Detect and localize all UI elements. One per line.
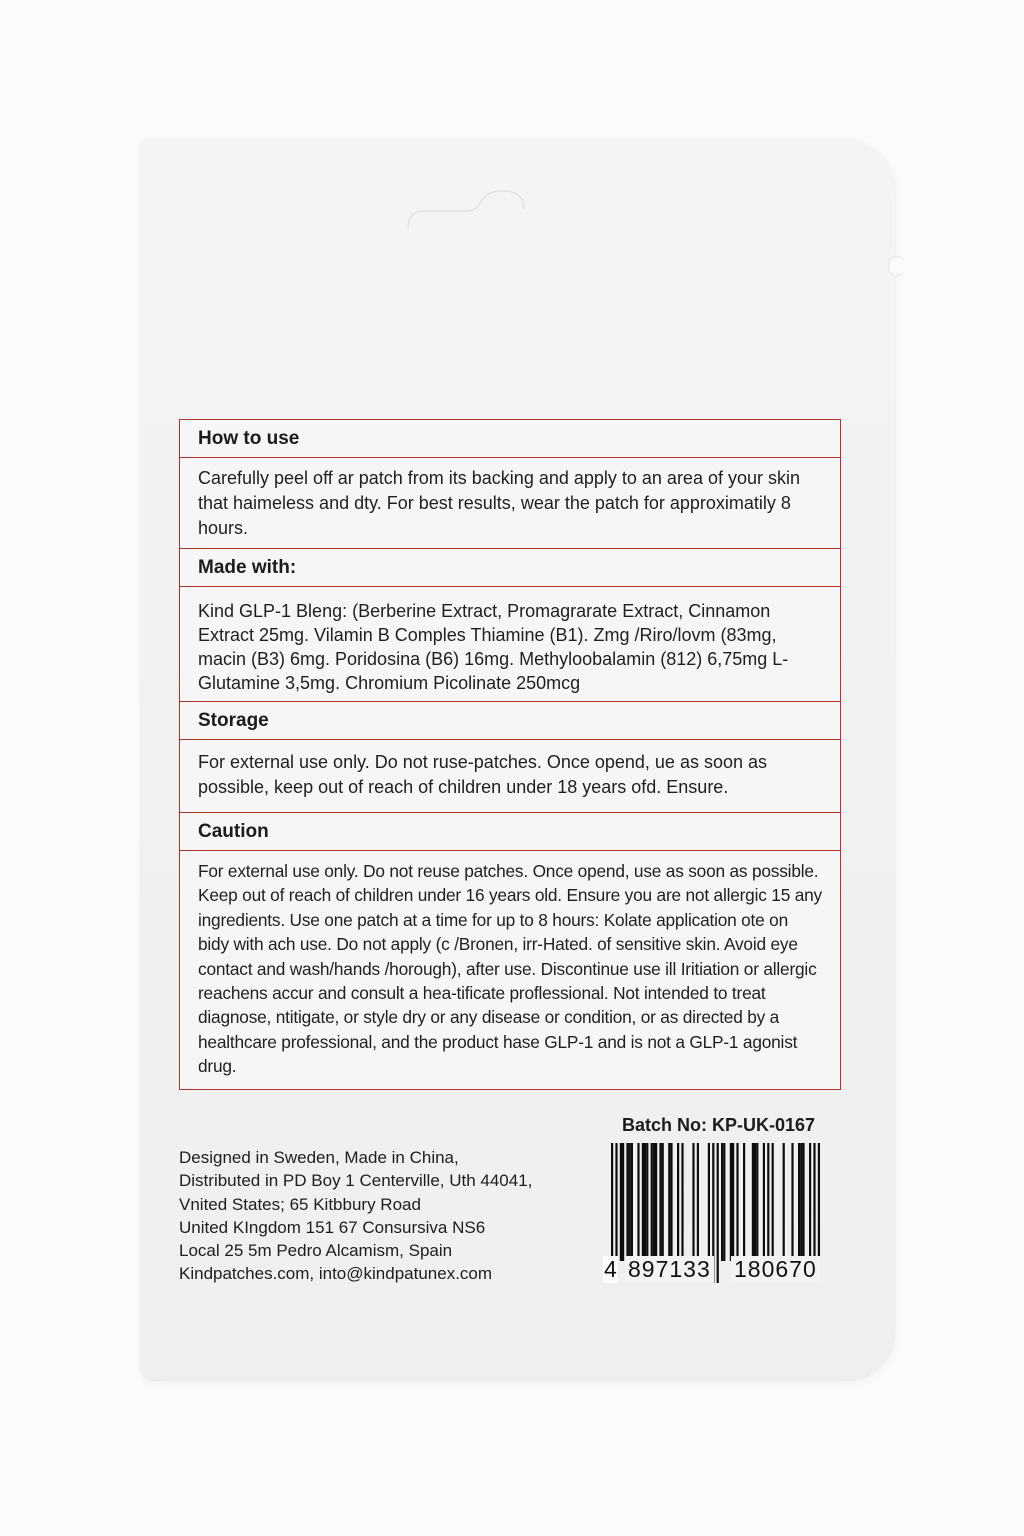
section-storage <box>180 702 840 813</box>
section-heading: How to use <box>180 420 840 458</box>
address-line: Vnited States; 65 Kitbbury Road <box>179 1194 421 1214</box>
barcode-bar <box>767 1143 769 1261</box>
address-line: Designed in Sweden, Made in China, <box>179 1148 459 1167</box>
barcode-bar <box>800 1143 802 1261</box>
barcode-bar <box>651 1143 653 1261</box>
address-line: United KIngdom 151 67 Consursiva NS6 <box>179 1217 486 1237</box>
barcode-bar <box>732 1143 734 1261</box>
barcode-bar <box>743 1143 745 1261</box>
barcode-bar <box>681 1143 683 1261</box>
barcode-bar <box>809 1143 811 1261</box>
barcode-bar <box>644 1143 646 1261</box>
barcode-bar <box>646 1143 648 1261</box>
barcode-bar <box>659 1143 661 1261</box>
address-line: Distributed in PD Boy 1 Centerville, Uth 44041, <box>179 1171 533 1191</box>
section-text: For external use only. Do not ruse-patches. Once opend, ue as soon as possible, keep out of reach of children under 18 years ofd. Ensure. <box>180 740 840 813</box>
barcode-bar <box>736 1143 738 1261</box>
barcode-bar <box>791 1143 793 1261</box>
barcode-bar <box>721 1143 723 1261</box>
barcode-bar <box>772 1143 774 1261</box>
address-line: Kindpatches.com, into@kindpatunex.com <box>179 1264 493 1284</box>
section-text: For external use only. Do not reuse patches. Once opend, use as soon as possible. Keep out of reach of children under 16 years old. Ensure you are not allergic 15 any ingredients. Use one patch at a time for up to 8 hours: Kolate application ote on bidy with ach use. Do not apply (c /Bronen, irr-Hated. of sensitive skin. Avoid eye contact and wash/hands /horough), after use. Discontinue use ill Iritiation or allergic reachens accur and consult a hea-tificate proflessional. Not intended to treat diagnose, ntitigate, or style dry or any disease or condition, or as directed by a healthcare professional, and the product hase GLP-1 and is not a GLP-1 agonist drug. <box>198 861 822 1077</box>
barcode-bar <box>756 1143 758 1261</box>
hang-hole-icon <box>406 189 526 231</box>
info-panel <box>179 419 841 1090</box>
barcode-bar <box>798 1143 800 1261</box>
barcode-left-group: 897133 <box>625 1256 714 1283</box>
barcode-first-digit: 4 <box>604 1256 617 1282</box>
section-text: Carefully peel off ar patch from its backing and apply to an area of your skin that haimeless and dty. For best results, wear the patch for approximatily 8 hours. <box>180 458 840 549</box>
barcode-bar <box>677 1143 679 1261</box>
barcode-bar <box>752 1143 754 1261</box>
barcode-bar <box>642 1143 644 1261</box>
barcode-bar <box>626 1143 628 1261</box>
section-caution <box>180 813 840 1089</box>
barcode-right-group: 180670 <box>731 1256 820 1283</box>
barcode-bar <box>620 1143 622 1261</box>
section-text: Kind GLP-1 Bleng: (Berberine Extract, Promagrarate Extract, Cinnamon Extract 25mg. Vilamin B Comples Thiamine (B1). Zmg /Riro/lovm (83mg, macin (B3) 6mg. Poridosina (B6) 16mg. Methyloobalamin (812) 6,75mg L-Glutamine 3,5mg. Chromium Picolinate 250mcg <box>180 587 840 702</box>
barcode-bar <box>802 1143 804 1261</box>
barcode-bar <box>622 1143 624 1261</box>
barcode-bar <box>763 1143 765 1261</box>
barcode-bar <box>697 1143 699 1261</box>
barcode-bar <box>708 1143 710 1261</box>
section-made-with <box>180 549 840 702</box>
barcode-bar <box>723 1143 725 1261</box>
barcode-bar <box>670 1143 672 1261</box>
barcode-bar <box>730 1143 732 1261</box>
batch-number: Batch No: KP-UK-0167 <box>622 1115 816 1135</box>
manufacturer-address <box>179 1146 532 1286</box>
barcode-bar <box>655 1143 657 1261</box>
address-line: Local 25 5m Pedro Alcamism, Spain <box>179 1241 453 1261</box>
barcode-bar <box>668 1143 670 1261</box>
section-heading: Caution <box>180 813 840 851</box>
barcode-bar <box>637 1143 639 1261</box>
barcode-bar <box>662 1143 664 1261</box>
barcode-bar <box>631 1143 633 1261</box>
tear-notch <box>888 256 905 276</box>
section-heading: Made with: <box>180 549 840 587</box>
section-how-to-use <box>180 420 840 549</box>
section-heading: Storage <box>180 702 840 740</box>
barcode-bar <box>783 1143 785 1261</box>
barcode-digits <box>603 1256 823 1364</box>
barcode-bar <box>692 1143 694 1261</box>
barcode-bar <box>754 1143 756 1261</box>
barcode-bar <box>629 1143 631 1261</box>
barcode-bar <box>653 1143 655 1261</box>
